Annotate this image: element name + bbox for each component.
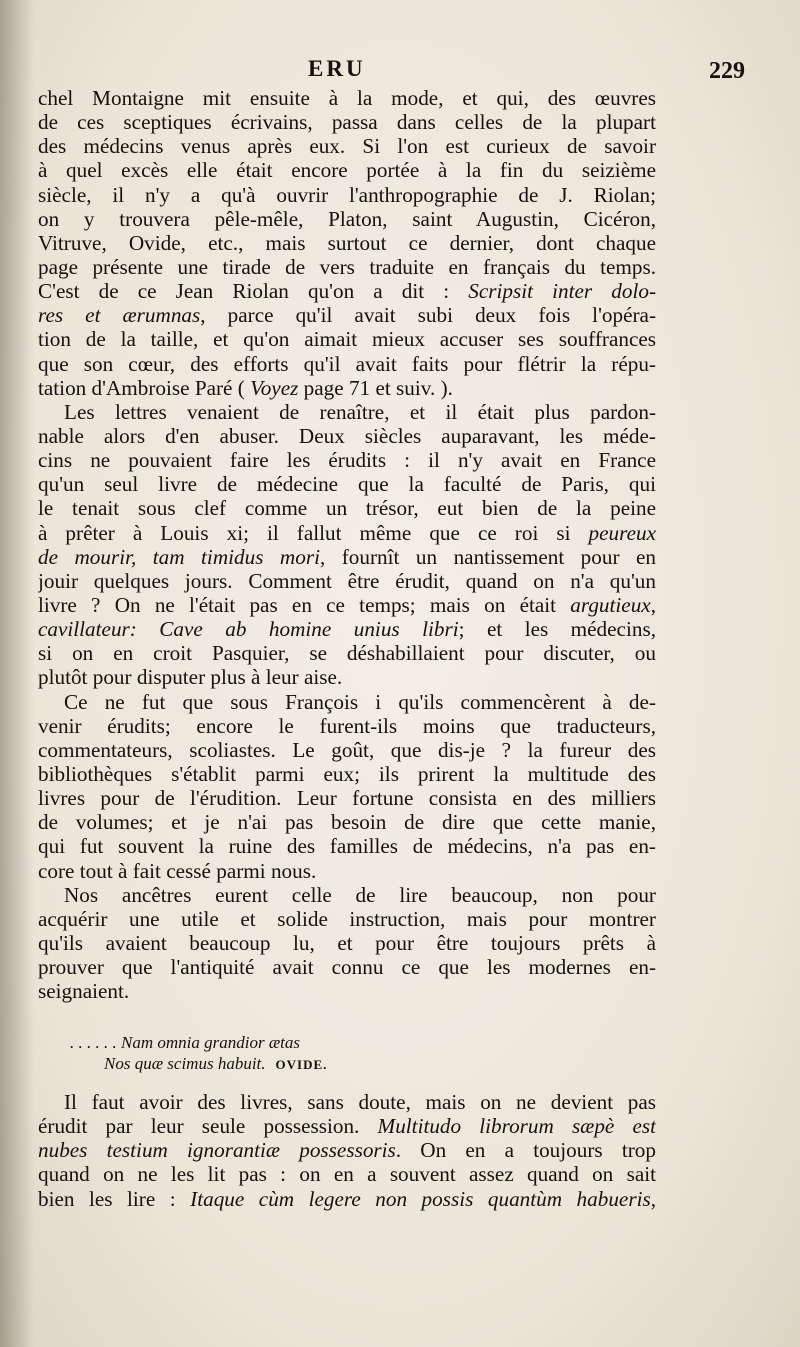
text-line: bibliothèques s'établit parmi eux; ils prirent la multitude des xyxy=(38,761,656,786)
text-line: chel Montaigne mit ensuite à la mode, et qui, des œuvres xyxy=(38,86,656,110)
text-line: qu'un seul livre de médecine que la faculté de Paris, qui xyxy=(38,472,656,497)
text-line: livre ? On ne l'était pas en ce temps; mais on était argutieux, xyxy=(38,592,656,617)
text-line: le tenait sous clef comme un trésor, eut bien de la peine xyxy=(38,496,656,521)
epigraph-author: OVIDE. xyxy=(275,1057,328,1072)
text-line: tion de la taille, et qu'on aimait mieux accuser ses souffrances xyxy=(38,327,656,352)
text-line: livres pour de l'érudition. Leur fortune consista en des milliers xyxy=(38,786,656,811)
closing-text xyxy=(38,1090,656,1211)
text-line: seignaient. xyxy=(38,979,130,1004)
page-number: 229 xyxy=(709,58,745,84)
text-line: core tout à fait cessé parmi nous. xyxy=(38,858,317,883)
text-line: Nos ancêtres eurent celle de lire beaucoup, non pour xyxy=(64,882,656,907)
text-line: à prêter à Louis xi; il fallut même que ce roi si peureux xyxy=(38,520,656,545)
text-line: que son cœur, des efforts qu'il avait faits pour flétrir la répu- xyxy=(38,351,656,376)
epigraph-line-1: . . . . . . Nam omnia grandior ætas xyxy=(70,1033,300,1052)
text-line: jouir quelques jours. Comment être érudit, quand on n'a qu'un xyxy=(38,568,656,593)
text-line: Ce ne fut que sous François i qu'ils commencèrent à de- xyxy=(64,689,656,714)
epigraph xyxy=(70,1032,510,1075)
text-line: on y trouvera pêle-mêle, Platon, saint Augustin, Cicéron, xyxy=(38,206,656,231)
text-line: siècle, il n'y a qu'à ouvrir l'anthropographie de J. Riolan; xyxy=(38,182,656,207)
text-line: qu'ils avaient beaucoup lu, et pour être toujours prêts à xyxy=(38,930,656,955)
text-line: érudit par leur seule possession. Multitudo librorum sæpè est xyxy=(38,1114,656,1139)
epigraph-line-2 xyxy=(70,1053,510,1075)
text-line: quand on ne les lit pas : on en a souvent assez quand on sait xyxy=(38,1162,656,1187)
main-text xyxy=(38,86,656,1003)
text-line: cavillateur: Cave ab homine unius libri; et les médecins, xyxy=(38,617,656,642)
text-line: C'est de ce Jean Riolan qu'on a dit : Scripsit inter dolo- xyxy=(38,279,656,304)
text-line: de mourir, tam timidus mori, fournît un nantissement pour en xyxy=(38,544,656,569)
text-line: qui fut souvent la ruine des familles de médecins, n'a pas en- xyxy=(38,834,656,859)
text-line: page présente une tirade de vers traduite en français du temps. xyxy=(38,254,656,279)
running-head: ERU xyxy=(308,56,366,81)
text-line: tation d'Ambroise Paré ( Voyez page 71 et suiv. ). xyxy=(38,375,453,400)
text-line: Les lettres venaient de renaître, et il était plus pardon- xyxy=(64,399,656,424)
epigraph-line-2-text: Nos quæ scimus habuit. xyxy=(104,1054,266,1073)
gutter-shadow xyxy=(0,0,34,1347)
text-line: de ces sceptiques écrivains, passa dans celles de la plupart xyxy=(38,110,656,135)
text-line: commentateurs, scoliastes. Le goût, que dis-je ? la fureur des xyxy=(38,737,656,762)
text-line: des médecins venus après eux. Si l'on est curieux de savoir xyxy=(38,134,656,159)
text-line: à quel excès elle était encore portée à la fin du seizième xyxy=(38,158,656,183)
text-line: plutôt pour disputer plus à leur aise. xyxy=(38,665,343,690)
text-line: prouver que l'antiquité avait connu ce que les modernes en- xyxy=(38,955,656,980)
text-line: cins ne pouvaient faire les érudits : il n'y avait en France xyxy=(38,448,656,473)
text-line: Vitruve, Ovide, etc., mais surtout ce dernier, dont chaque xyxy=(38,230,656,255)
text-line: Il faut avoir des livres, sans doute, mais on ne devient pas xyxy=(64,1090,656,1114)
text-line: acquérir une utile et solide instruction, mais pour montrer xyxy=(38,906,656,931)
text-line: nubes testium ignorantiæ possessoris. On en a toujours trop xyxy=(38,1138,656,1163)
page-header xyxy=(40,56,745,86)
text-line: res et ærumnas, parce qu'il avait subi deux fois l'opéra- xyxy=(38,303,656,328)
text-line: si on en croit Pasquier, se déshabillaient pour discuter, ou xyxy=(38,641,656,666)
text-line: de volumes; et je n'ai pas besoin de dire que cette manie, xyxy=(38,810,656,835)
text-line: venir érudits; encore le furent-ils moins que traducteurs, xyxy=(38,713,656,738)
text-line: nable alors d'en abuser. Deux siècles auparavant, les méde- xyxy=(38,423,656,448)
text-line: bien les lire : Itaque cùm legere non possis quantùm habueris, xyxy=(38,1186,656,1211)
